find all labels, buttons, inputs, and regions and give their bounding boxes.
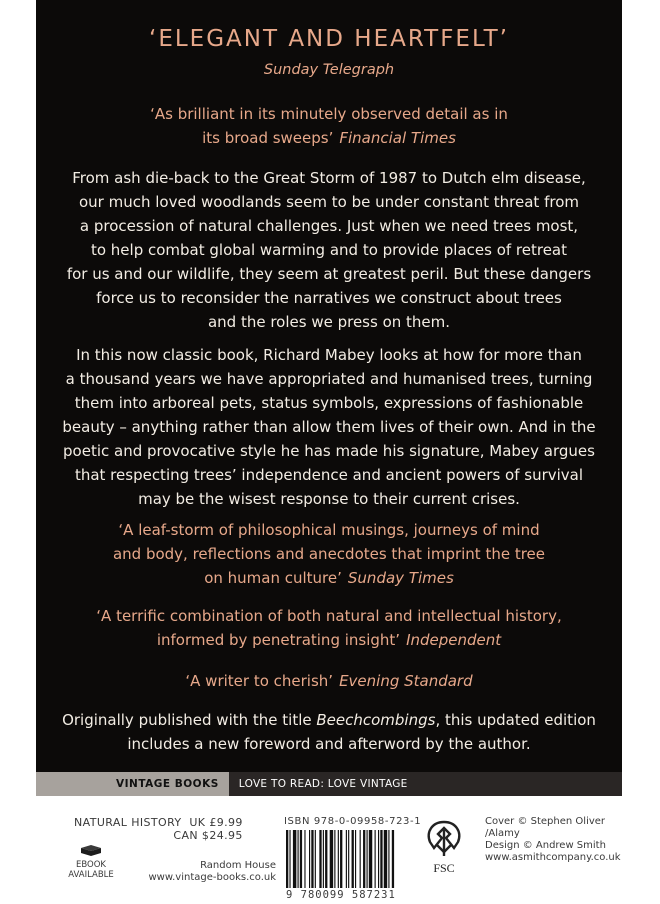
barcode-bar: [338, 830, 339, 888]
barcode-bar: [289, 830, 290, 888]
barcode-bar: [293, 830, 296, 888]
ebook-line: EBOOK: [75, 860, 106, 870]
blurb-line: From ash die-back to the Great Storm of 1987 to Dutch elm disease,: [72, 169, 586, 187]
blurb-line: that respecting trees’ independence and ancient powers of survival: [74, 466, 584, 484]
barcode-bar: [304, 830, 305, 888]
barcode-bar: [315, 830, 316, 888]
blurb-paragraph-1: [36, 166, 622, 334]
barcode-bar: [369, 830, 372, 888]
barcode-bar: [334, 830, 335, 888]
quote-source: Evening Standard: [339, 672, 473, 690]
barcode-bar: [309, 830, 310, 888]
barcode-bar: [388, 830, 389, 888]
note-suffix: , this updated edition: [435, 711, 596, 729]
publisher-name: VINTAGE BOOKS: [36, 772, 229, 796]
quote-financial-times: [36, 102, 622, 150]
blurb-line: our much loved woodlands seem to be under constant threat from: [79, 193, 579, 211]
blurb-line: In this now classic book, Richard Mabey looks at how for more than: [76, 346, 582, 364]
barcode-number: 9 780099 587231: [286, 889, 396, 901]
blurb-paragraph-2: [36, 343, 622, 511]
fsc-tree-icon: [420, 818, 468, 876]
blurb-line: beauty – anything rather than allow them lives of their own. And in the: [62, 418, 596, 436]
barcode-bar: [380, 830, 382, 888]
credit-line: Design © Andrew Smith: [485, 840, 606, 851]
blurb-line: may be the wisest response to their current crises.: [138, 490, 520, 508]
barcode-bar: [355, 830, 356, 888]
barcode-panel: [36, 796, 622, 904]
blurb-line: poetic and provocative style he has made his signature, Mabey argues: [63, 442, 595, 460]
quote-line: and body, reflections and anecdotes that imprint the tree: [112, 545, 546, 563]
ebook-line: AVAILABLE: [68, 870, 114, 880]
barcode-bar: [325, 830, 327, 888]
quote-line: ‘As brilliant in its minutely observed detail as in: [150, 105, 508, 123]
quote-independent: [36, 604, 622, 652]
credit-line: /Alamy: [485, 828, 520, 839]
blurb-line: a procession of natural challenges. Just when we need trees most,: [79, 217, 579, 235]
barcode-bar: [346, 830, 347, 888]
quote-line: ‘A leaf-storm of philosophical musings, journeys of mind: [118, 521, 540, 539]
fsc-logo: [420, 818, 468, 876]
barcode-bar: [375, 830, 376, 888]
blurb-line: and the roles we press on them.: [207, 313, 451, 331]
blurb-line: force us to reconsider the narratives we construct about trees: [96, 289, 562, 307]
quote-evening-standard: [36, 669, 622, 693]
barcode-bar: [348, 830, 349, 888]
fsc-label: FSC: [433, 861, 455, 875]
barcode-bar: [311, 830, 313, 888]
imprint-name: Random House: [200, 860, 276, 871]
quote-line: its broad sweeps’: [202, 129, 334, 147]
quote-sunday-times: [36, 518, 622, 590]
quote-source: Financial Times: [339, 129, 456, 147]
credit-line: www.asmithcompany.co.uk: [485, 852, 621, 863]
barcode-bar: [300, 830, 302, 888]
price-uk: UK £9.99: [189, 816, 243, 829]
credit-line: Cover © Stephen Oliver: [485, 816, 606, 827]
barcode-bar: [298, 830, 299, 888]
credits-block: [485, 816, 621, 864]
quote-line: ‘A terrific combination of both natural and intellectual history,: [96, 607, 562, 625]
ebook-badge: [61, 844, 121, 880]
imprint-website: www.vintage-books.co.uk: [148, 872, 276, 883]
headline-source: Sunday Telegraph: [263, 62, 395, 78]
original-title-note: [36, 708, 622, 756]
publisher-tagline: LOVE TO READ: LOVE VINTAGE: [238, 778, 408, 790]
publisher-strip: [36, 772, 622, 796]
barcode-bar: [330, 830, 333, 888]
note-prefix: Originally published with the title: [62, 711, 317, 729]
barcode: [284, 830, 427, 890]
note-line-2: includes a new foreword and afterword by the author.: [127, 735, 531, 753]
blurb-line: for us and our wildlife, they seem at greatest peril. But these dangers: [66, 265, 592, 283]
blurb-line: them into arboreal pets, status symbols, expressions of fashionable: [74, 394, 584, 412]
barcode-bar: [340, 830, 342, 888]
barcode-bar: [360, 830, 361, 888]
original-title: Beechcombings: [316, 711, 436, 729]
barcode-bar: [363, 830, 365, 888]
barcode-bar: [323, 830, 324, 888]
barcode-bar: [367, 830, 368, 888]
quote-line: informed by penetrating insight’: [156, 631, 401, 649]
ebook-device-icon: [78, 844, 104, 858]
back-cover: [36, 0, 622, 772]
imprint-block: [136, 860, 276, 884]
price-can: CAN $24.95: [173, 829, 243, 842]
quote-line: ‘A writer to cherish’: [185, 672, 334, 690]
quote-line: on human culture’: [204, 569, 342, 587]
quote-source: Sunday Times: [347, 569, 454, 587]
price-block: [74, 816, 243, 842]
headline-quote: ‘ELEGANT AND HEARTFELT’: [149, 26, 509, 52]
blurb-line: to help combat global warming and to provide places of retreat: [90, 241, 568, 259]
barcode-bar: [384, 830, 387, 888]
category-label: NATURAL HISTORY: [74, 816, 182, 829]
blurb-line: a thousand years we have appropriated and humanised trees, turning: [65, 370, 593, 388]
isbn-label: ISBN 978-0-09958-723-1: [284, 816, 422, 827]
barcode-bar: [286, 830, 288, 888]
barcode-bar: [392, 830, 394, 888]
quote-source: Independent: [406, 631, 502, 649]
barcode-bar: [378, 830, 379, 888]
barcode-bar: [352, 830, 354, 888]
barcode-bar: [319, 830, 321, 888]
